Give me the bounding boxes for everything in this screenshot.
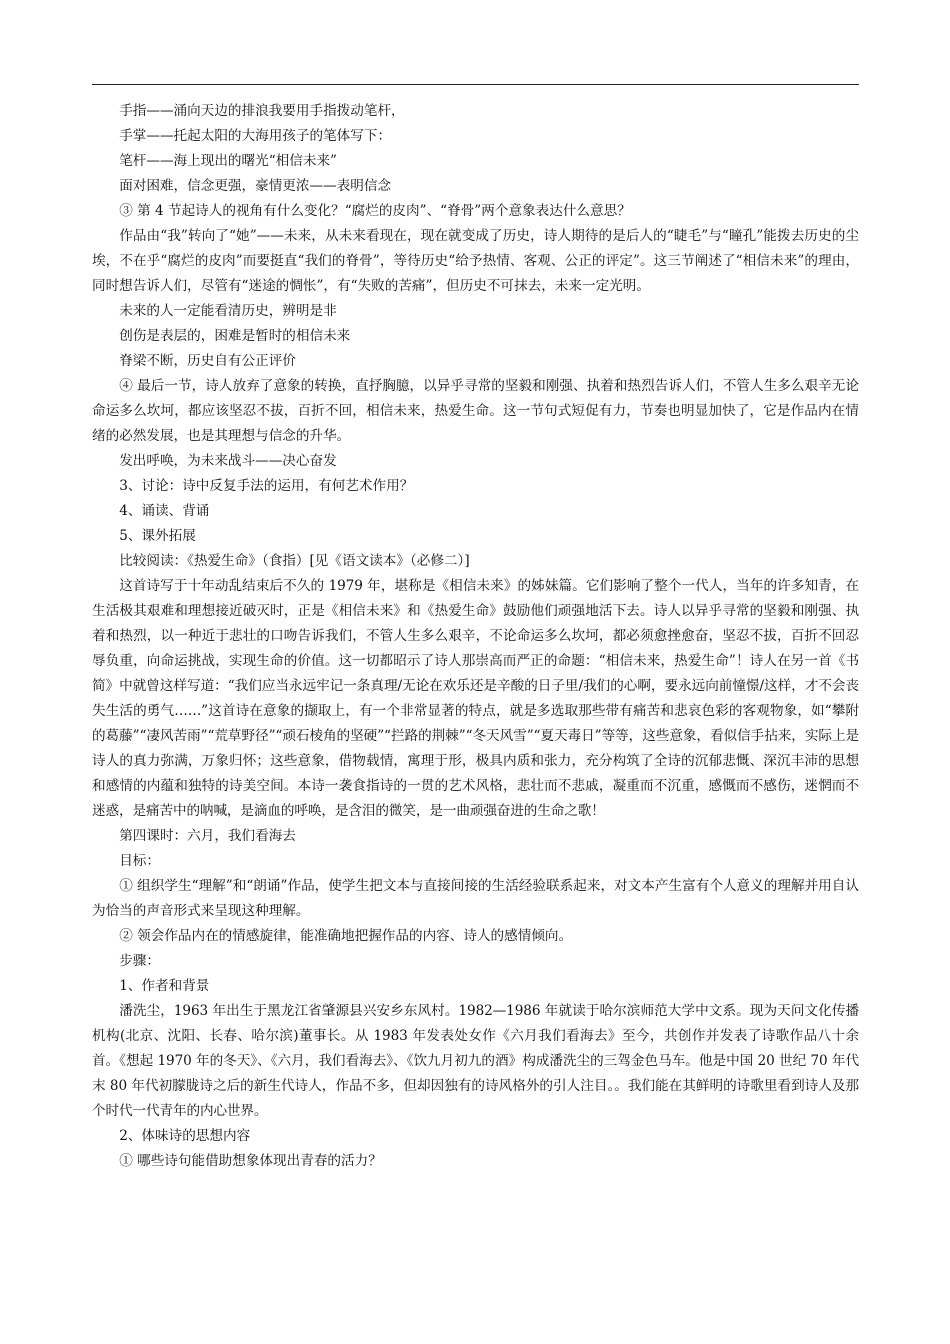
paragraph: 作品由“我”转向了“她”——未来，从未来看现在，现在就变成了历史，诗人期待的是后人的“睫毛”与“瞳孔”能拨去历史的尘埃，不在乎“腐烂的皮肉”而要挺直“我们的脊骨”，等待历史“给予热情、客观、公正的评定”。这三节阐述了“相信未来”的理由，同时想告诉人们，尽管有“迷途的惆怅”，有“失败的苦痛”，但历史不可抹去，未来一定光明。 (92, 228, 859, 294)
paragraph: ③ 第 4 节起诗人的视角有什么变化？“腐烂的皮肉”、“脊骨”两个意象表达什么意思？ (119, 203, 631, 219)
paragraph: 步骤： (119, 953, 160, 969)
paragraph: 1、作者和背景 (119, 978, 210, 994)
section-heading: 第四课时：六月，我们看海去 (119, 828, 296, 844)
paragraph: 4、诵读、背诵 (119, 503, 210, 519)
paragraph: 3、讨论：诗中反复手法的运用，有何艺术作用？ (119, 478, 414, 494)
paragraph: 笔杆——海上现出的曙光“相信未来” (119, 153, 337, 169)
paragraph: 5、课外拓展 (119, 528, 196, 544)
paragraph: ① 组织学生“理解”和“朗诵”作品，使学生把文本与直接间接的生活经验联系起来，对文本产生富有个人意义的理解并用自认为恰当的声音形式来呈现这种理解。 (92, 878, 859, 919)
paragraph: 手指——涌向天边的排浪我要用手指拨动笔杆， (119, 103, 405, 119)
paragraph: ④ 最后一节，诗人放弃了意象的转换，直抒胸臆，以异乎寻常的坚毅和刚强、执着和热烈告诉人们，不管人生多么艰辛无论命运多么坎坷，都应该坚忍不拔，百折不回，相信未来，热爱生命。这一节句式短促有力，节奏也明显加快了，它是作品内在情绪的必然发展，也是其理想与信念的升华。 (92, 378, 859, 444)
paragraph: 发出呼唤，为未来战斗——决心奋发 (119, 453, 337, 469)
paragraph: 未来的人一定能看清历史，辨明是非 (119, 303, 337, 319)
paragraph: 面对困难，信念更强，豪情更浓——表明信念 (119, 178, 392, 194)
paragraph: ② 领会作品内在的情感旋律，能准确地把握作品的内容、诗人的感情倾向。 (119, 928, 573, 944)
paragraph: ① 哪些诗句能借助想象体现出青春的活力？ (119, 1153, 382, 1169)
paragraph: 这首诗写于十年动乱结束后不久的 1979 年，堪称是《相信未来》的姊妹篇。它们影响了整个一代人，当年的许多知青，在生活极其艰难和理想接近破灭时，正是《相信未来》和《热爱生命》鼓励他们顽强地活下去。诗人以异乎寻常的坚毅和刚强、执着和热烈，以一种近于悲壮的口吻告诉我们，不管人生多么艰辛，不论命运多么坎坷，都必须愈挫愈奋，坚忍不拔，百折不回忍辱负重，向命运挑战，实现生命的价值。这一切都昭示了诗人那崇高而严正的命题：“相信未来，热爱生命”！诗人在另一首《书简》中就曾这样写道：“我们应当永远牢记一条真理/无论在欢乐还是辛酸的日子里/我们的心啊，要永远向前憧憬/这样，才不会丧失生活的勇气……”这首诗在意象的撷取上，有一个非常显著的特点，就是多选取那些带有痛苦和悲哀色彩的客观物象，如“攀附的葛藤”“凄风苦雨”“荒草野径”“顽石棱角的坚硬”“拦路的荆棘”“冬天风雪”“夏天毒日”等等，这些意象，看似信手拈来，实际上是诗人的真力弥满，万象归怀；这些意象，借物载情，寓理于形，极具内质和张力，充分构筑了全诗的沉郁悲慨、深沉丰沛的思想和感情的内蕴和独特的诗美空间。本诗一袭食指诗的一贯的艺术风格，悲壮而不悲戚，凝重而不沉重，感慨而不感伤，迷惘而不迷惑，是痛苦中的呐喊，是滴血的呼唤，是含泪的微笑，是一曲顽强奋进的生命之歌！ (92, 578, 859, 819)
paragraph: 比较阅读：《热爱生命》（食指）[见《语文读本》（必修二）] (119, 553, 470, 569)
paragraph: 手掌——托起太阳的大海用孩子的笔体写下： (119, 128, 392, 144)
header-rule (92, 84, 859, 85)
paragraph: 脊梁不断，历史自有公正评价 (119, 353, 296, 369)
paragraph: 潘洗尘，1963 年出生于黑龙江省肇源县兴安乡东风村。1982—1986 年就读于哈尔滨师范大学中文系。现为天问文化传播机构(北京、沈阳、长春、哈尔滨)董事长。从 1983 年发表处女作《六月我们看海去》至今，共创作并发表了诗歌作品八十余首。《想起 1970 年的冬天》、《六月，我们看海去》、《饮九月初九的酒》构成潘洗尘的三驾金色马车。他是中国 20 世纪 70 年代末 80 年代初朦胧诗之后的新生代诗人，作品不多，但却因独有的诗风格外的引人注目。。我们能在其鲜明的诗歌里看到诗人及那个时代一代青年的内心世界。 (92, 1003, 859, 1119)
paragraph: 创伤是表层的，困难是暂时的相信未来 (119, 328, 351, 344)
paragraph: 目标： (119, 853, 160, 869)
document-body (92, 99, 859, 1174)
paragraph: 2、体味诗的思想内容 (119, 1128, 251, 1144)
